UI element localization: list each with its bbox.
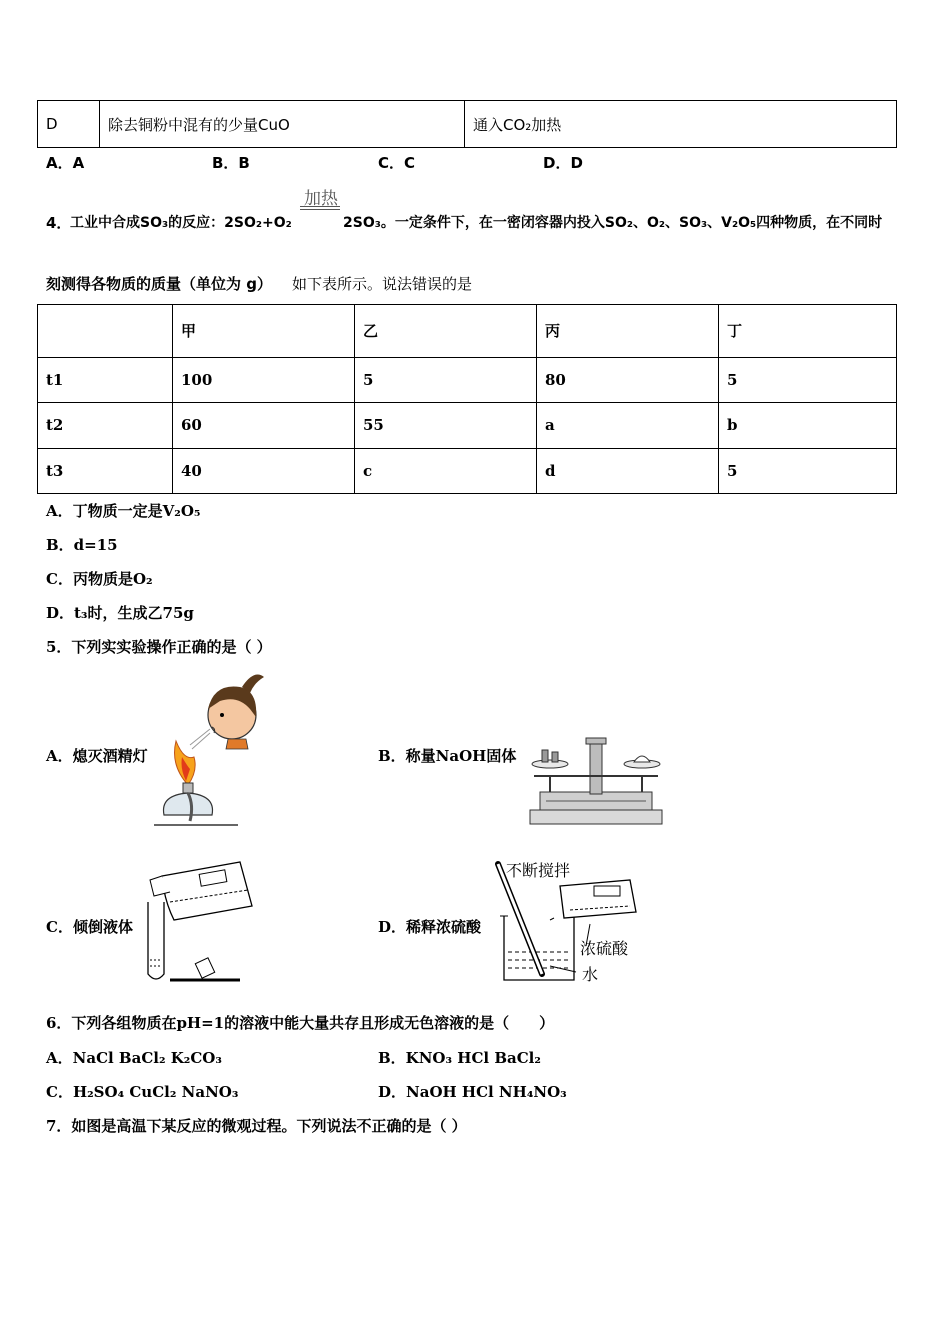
alcohol-lamp-blowing-figure <box>150 665 270 833</box>
q4-number: 4． <box>46 214 72 232</box>
table-header: 丙 <box>537 305 719 358</box>
balance-scale-figure <box>526 732 666 828</box>
q3-option-d: D．D <box>543 154 583 172</box>
q3-option-a: A．A <box>46 154 85 172</box>
q7-text: 7．如图是高温下某反应的微观过程。下列说法不正确的是（ ） <box>46 1117 467 1135</box>
q6-option-b: B．KNO₃ HCl BaCl₂ <box>378 1049 541 1067</box>
q5-option-d: D．稀释浓硫酸 <box>378 918 482 936</box>
reagent-table <box>37 100 897 148</box>
q4-text-b: 2SO₃。一定条件下，在一密闭容器内投入SO₂、O₂、SO₃、V₂O₅四种物质，在不同时 <box>343 215 883 231</box>
table-cell: D <box>38 101 100 148</box>
q5-option-c: C．倾倒液体 <box>46 918 133 936</box>
table-header <box>38 305 173 358</box>
table-cell: 60 <box>173 403 355 448</box>
q6-option-d: D．NaOH HCl NH₄NO₃ <box>378 1083 567 1101</box>
table-row <box>38 357 897 402</box>
table-header: 乙 <box>355 305 537 358</box>
q4-option-b: B．d=15 <box>46 536 118 554</box>
table-header: 甲 <box>173 305 355 358</box>
table-cell: b <box>719 403 897 448</box>
q6-option-a: A．NaCl BaCl₂ K₂CO₃ <box>46 1049 222 1067</box>
reaction-arrow-line <box>300 209 340 210</box>
q4-option-d: D．t₃时，生成乙75g <box>46 604 194 622</box>
reaction-arrow-line <box>300 206 340 207</box>
table-cell: t3 <box>38 448 173 493</box>
table-cell: a <box>537 403 719 448</box>
table-cell: 40 <box>173 448 355 493</box>
q6-text: 6．下列各组物质在pH=1的溶液中能大量共存且形成无色溶液的是（ ） <box>46 1014 555 1032</box>
mass-table <box>37 304 897 494</box>
table-cell: 80 <box>537 357 719 402</box>
table-cell: 通入CO₂加热 <box>465 101 897 148</box>
q4-text-line2-b: 如下表所示。说法错误的是 <box>292 275 473 293</box>
table-cell: 5 <box>719 357 897 402</box>
table-cell: 100 <box>173 357 355 402</box>
table-cell: 除去铜粉中混有的少量CuO <box>100 101 465 148</box>
label-conc-acid: 浓硫酸 <box>580 939 629 958</box>
table-cell: 55 <box>355 403 537 448</box>
table-row <box>38 403 897 448</box>
pouring-liquid-figure <box>140 856 260 986</box>
q3-option-b: B．B <box>212 154 250 172</box>
table-header: 丁 <box>719 305 897 358</box>
q5-option-b: B．称量NaOH固体 <box>378 747 517 765</box>
q6-option-c: C．H₂SO₄ CuCl₂ NaNO₃ <box>46 1083 239 1101</box>
table-cell: t1 <box>38 357 173 402</box>
reaction-condition: 加热 <box>304 189 338 209</box>
label-stir: 不断搅拌 <box>506 861 571 880</box>
q4-option-c: C．丙物质是O₂ <box>46 570 153 588</box>
table-cell: d <box>537 448 719 493</box>
table-cell: 5 <box>719 448 897 493</box>
q4-text-a: 工业中合成SO₃的反应：2SO₂+O₂ <box>70 215 292 231</box>
table-row <box>38 448 897 493</box>
table-cell: t2 <box>38 403 173 448</box>
table-cell: c <box>355 448 537 493</box>
q5-text: 5．下列实实验操作正确的是（ ） <box>46 638 272 656</box>
q5-option-a: A．熄灭酒精灯 <box>46 747 148 765</box>
table-row <box>38 101 897 148</box>
q4-text-line2-a: 刻测得各物质的质量（单位为 g） <box>46 275 272 293</box>
q4-option-a: A．丁物质一定是V₂O₅ <box>46 502 201 520</box>
label-water: 水 <box>582 965 599 984</box>
table-cell: 5 <box>355 357 537 402</box>
table-header-row <box>38 305 897 358</box>
q3-option-c: C．C <box>378 154 416 172</box>
